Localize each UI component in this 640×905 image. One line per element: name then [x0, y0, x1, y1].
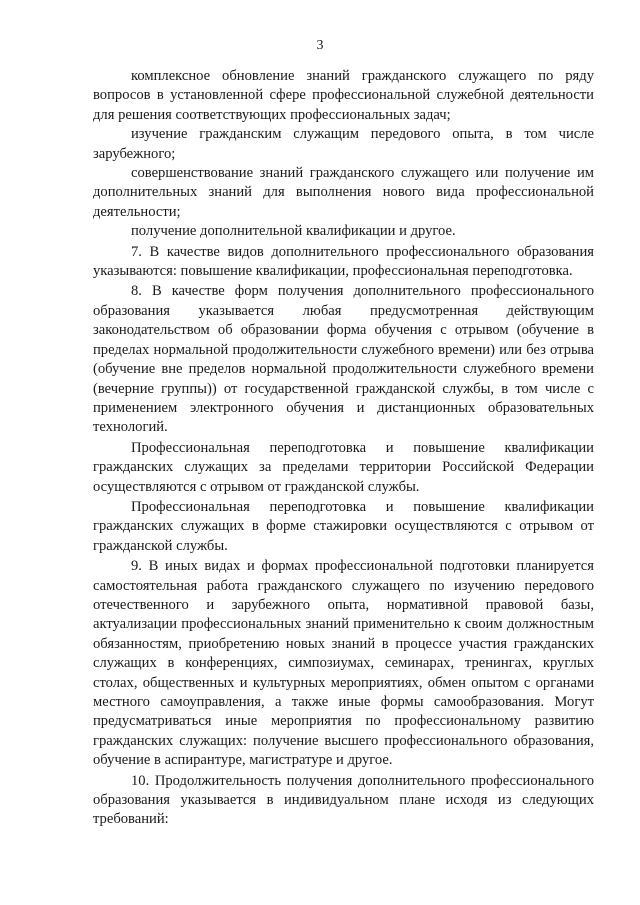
paragraph-item-9: 9. В иных видах и формах профессиональной подготовки планируется самостоятельная работа гражданского служащего по изучению передового отечественного и зарубежного опыта, нормативной правовой базы, актуализации профессиональных знаний применительно к своим должностным обязанностям, приобретению новых знаний в процессе участия гражданских служащих в конференциях, симпозиумах, семинарах, тренингах, круглых столах, общественных и культурных мероприятиях, обмен опытом с органами местного самоуправления, а также иные формы самообразования. Могут предусматриваться иные мероприятия по профессиональному развитию гражданских служащих: получение высшего профессионального образования, обучение в аспирантуре, магистратуре и другое.: [93, 558, 594, 769]
paragraph-item-10: 10. Продолжительность получения дополнительного профессионального образования указывается в индивидуальном плане исходя из следующих требований:: [93, 772, 594, 828]
paragraph-comprehensive-update: комплексное обновление знаний гражданского служащего по ряду вопросов в установленной сфере профессиональной служебной деятельности для решения соответствующих профессиональных задач;: [93, 68, 594, 123]
paragraph-study-experience: изучение гражданским служащим передового опыта, в том числе зарубежного;: [93, 126, 594, 162]
paragraph-item-7: 7. В качестве видов дополнительного профессионального образования указываются: повышение квалификации, профессиональная переподготовка.: [93, 243, 594, 280]
paragraph-internship: Профессиональная переподготовка и повышение квалификации гражданских служащих в форме стажировки осуществляются с отрывом от гражданской службы.: [93, 498, 594, 554]
paragraph-training-abroad: Профессиональная переподготовка и повышение квалификации гражданских служащих за пределами территории Российской Федерации осуществляются с отрывом от гражданской службы.: [93, 439, 594, 495]
document-body: [93, 67, 594, 830]
paragraph-item-8: 8. В качестве форм получения дополнительного профессионального образования указывается любая предусмотренная действующим законодательством об образовании форма обучения с отрывом (обучение в пределах нормальной продолжительности служебного времени) или без отрыва (обучение вне пределов нормальной продолжительности служебного времени (вечерние группы)) от государственной гражданской службы, в том числе с применением электронного обучения и дистанционных образовательных технологий.: [93, 283, 594, 436]
page-number: 3: [316, 38, 324, 53]
paragraph-additional-qualification: получение дополнительной квалификации и другое.: [131, 223, 456, 240]
paragraph-improve-knowledge: совершенствование знаний гражданского служащего или получение им дополнительных знаний для выполнения нового вида профессиональной деятельности;: [93, 165, 594, 220]
